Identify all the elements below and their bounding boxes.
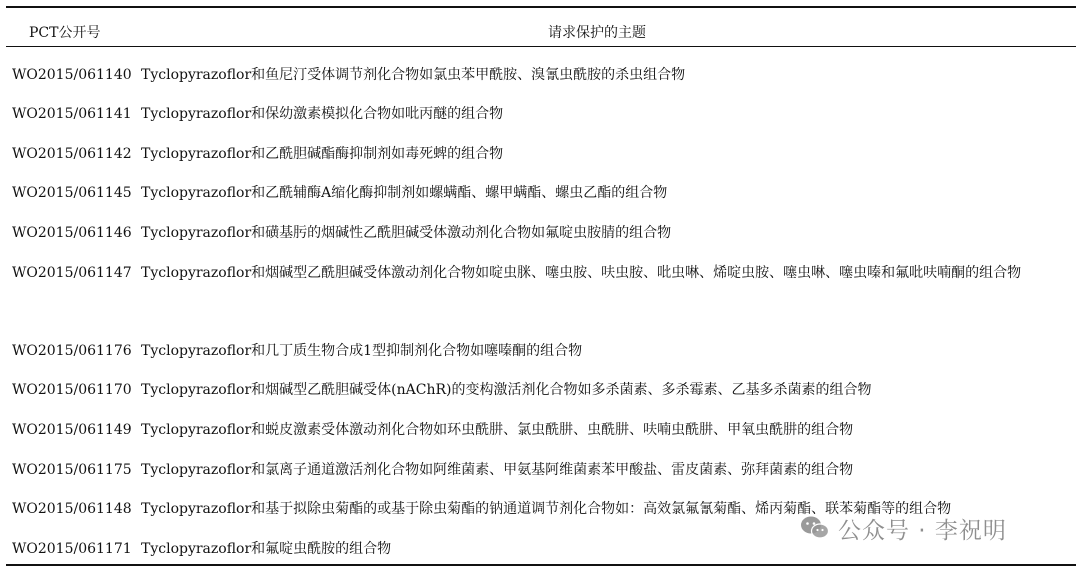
table-top-rule <box>6 6 1076 8</box>
table-header-rule <box>6 46 1076 47</box>
watermark-text: 公众号 · 李祝明 <box>838 517 1007 544</box>
table-bottom-rule <box>6 564 1076 566</box>
row-subject: Tyclopyrazoflor和磺基肟的烟碱性乙酰胆碱受体激动剂化合物如氟啶虫胺腈的组合物 <box>141 225 672 241</box>
wechat-icon <box>800 515 830 541</box>
row-pct-number: WO2015/061148 <box>12 501 132 517</box>
row-subject: Tyclopyrazoflor和氟啶虫酰胺的组合物 <box>141 541 392 557</box>
row-subject: Tyclopyrazoflor和基于拟除虫菊酯的或基于除虫菊酯的钠通道调节剂化合物如：高效氯氟氰菊酯、烯丙菊酯、联苯菊酯等的组合物 <box>141 501 952 517</box>
row-subject: Tyclopyrazoflor和鱼尼汀受体调节剂化合物如氯虫苯甲酰胺、溴氰虫酰胺的杀虫组合物 <box>141 67 686 83</box>
header-pct-number: PCT公开号 <box>29 25 101 41</box>
row-pct-number: WO2015/061145 <box>12 185 132 201</box>
header-claimed-subject: 请求保护的主题 <box>548 25 646 41</box>
row-pct-number: WO2015/061175 <box>12 462 132 478</box>
row-subject: Tyclopyrazoflor和烟碱型乙酰胆碱受体(nAChR)的变构激活剂化合物如多杀菌素、多杀霉素、乙基多杀菌素的组合物 <box>141 382 872 398</box>
row-subject: Tyclopyrazoflor和烟碱型乙酰胆碱受体激动剂化合物如啶虫脒、噻虫胺、呋虫胺、吡虫啉、烯啶虫胺、噻虫啉、噻虫嗪和氟吡呋喃酮的组合物 <box>141 265 1022 281</box>
row-pct-number: WO2015/061170 <box>12 382 132 398</box>
row-pct-number: WO2015/061171 <box>12 541 132 557</box>
row-pct-number: WO2015/061146 <box>12 225 132 241</box>
row-subject: Tyclopyrazoflor和保幼激素模拟化合物如吡丙醚的组合物 <box>141 106 504 122</box>
row-pct-number: WO2015/061147 <box>12 265 132 281</box>
table-header <box>0 20 1080 44</box>
row-pct-number: WO2015/061149 <box>12 422 132 438</box>
row-subject: Tyclopyrazoflor和几丁质生物合成1型抑制剂化合物如噻嗪酮的组合物 <box>141 343 583 359</box>
watermark <box>800 513 1007 543</box>
row-pct-number: WO2015/061142 <box>12 146 132 162</box>
row-subject: Tyclopyrazoflor和蜕皮激素受体激动剂化合物如环虫酰肼、氯虫酰肼、虫酰肼、呋喃虫酰肼、甲氧虫酰肼的组合物 <box>141 422 854 438</box>
row-pct-number: WO2015/061176 <box>12 343 132 359</box>
row-subject: Tyclopyrazoflor和乙酰辅酶A缩化酶抑制剂如螺螨酯、螺甲螨酯、螺虫乙酯的组合物 <box>141 185 668 201</box>
row-subject: Tyclopyrazoflor和乙酰胆碱酯酶抑制剂如毒死蜱的组合物 <box>141 146 504 162</box>
row-pct-number: WO2015/061141 <box>12 106 132 122</box>
row-subject: Tyclopyrazoflor和氯离子通道激活剂化合物如阿维菌素、甲氨基阿维菌素苯甲酸盐、雷皮菌素、弥拜菌素的组合物 <box>141 462 854 478</box>
row-pct-number: WO2015/061140 <box>12 67 132 83</box>
